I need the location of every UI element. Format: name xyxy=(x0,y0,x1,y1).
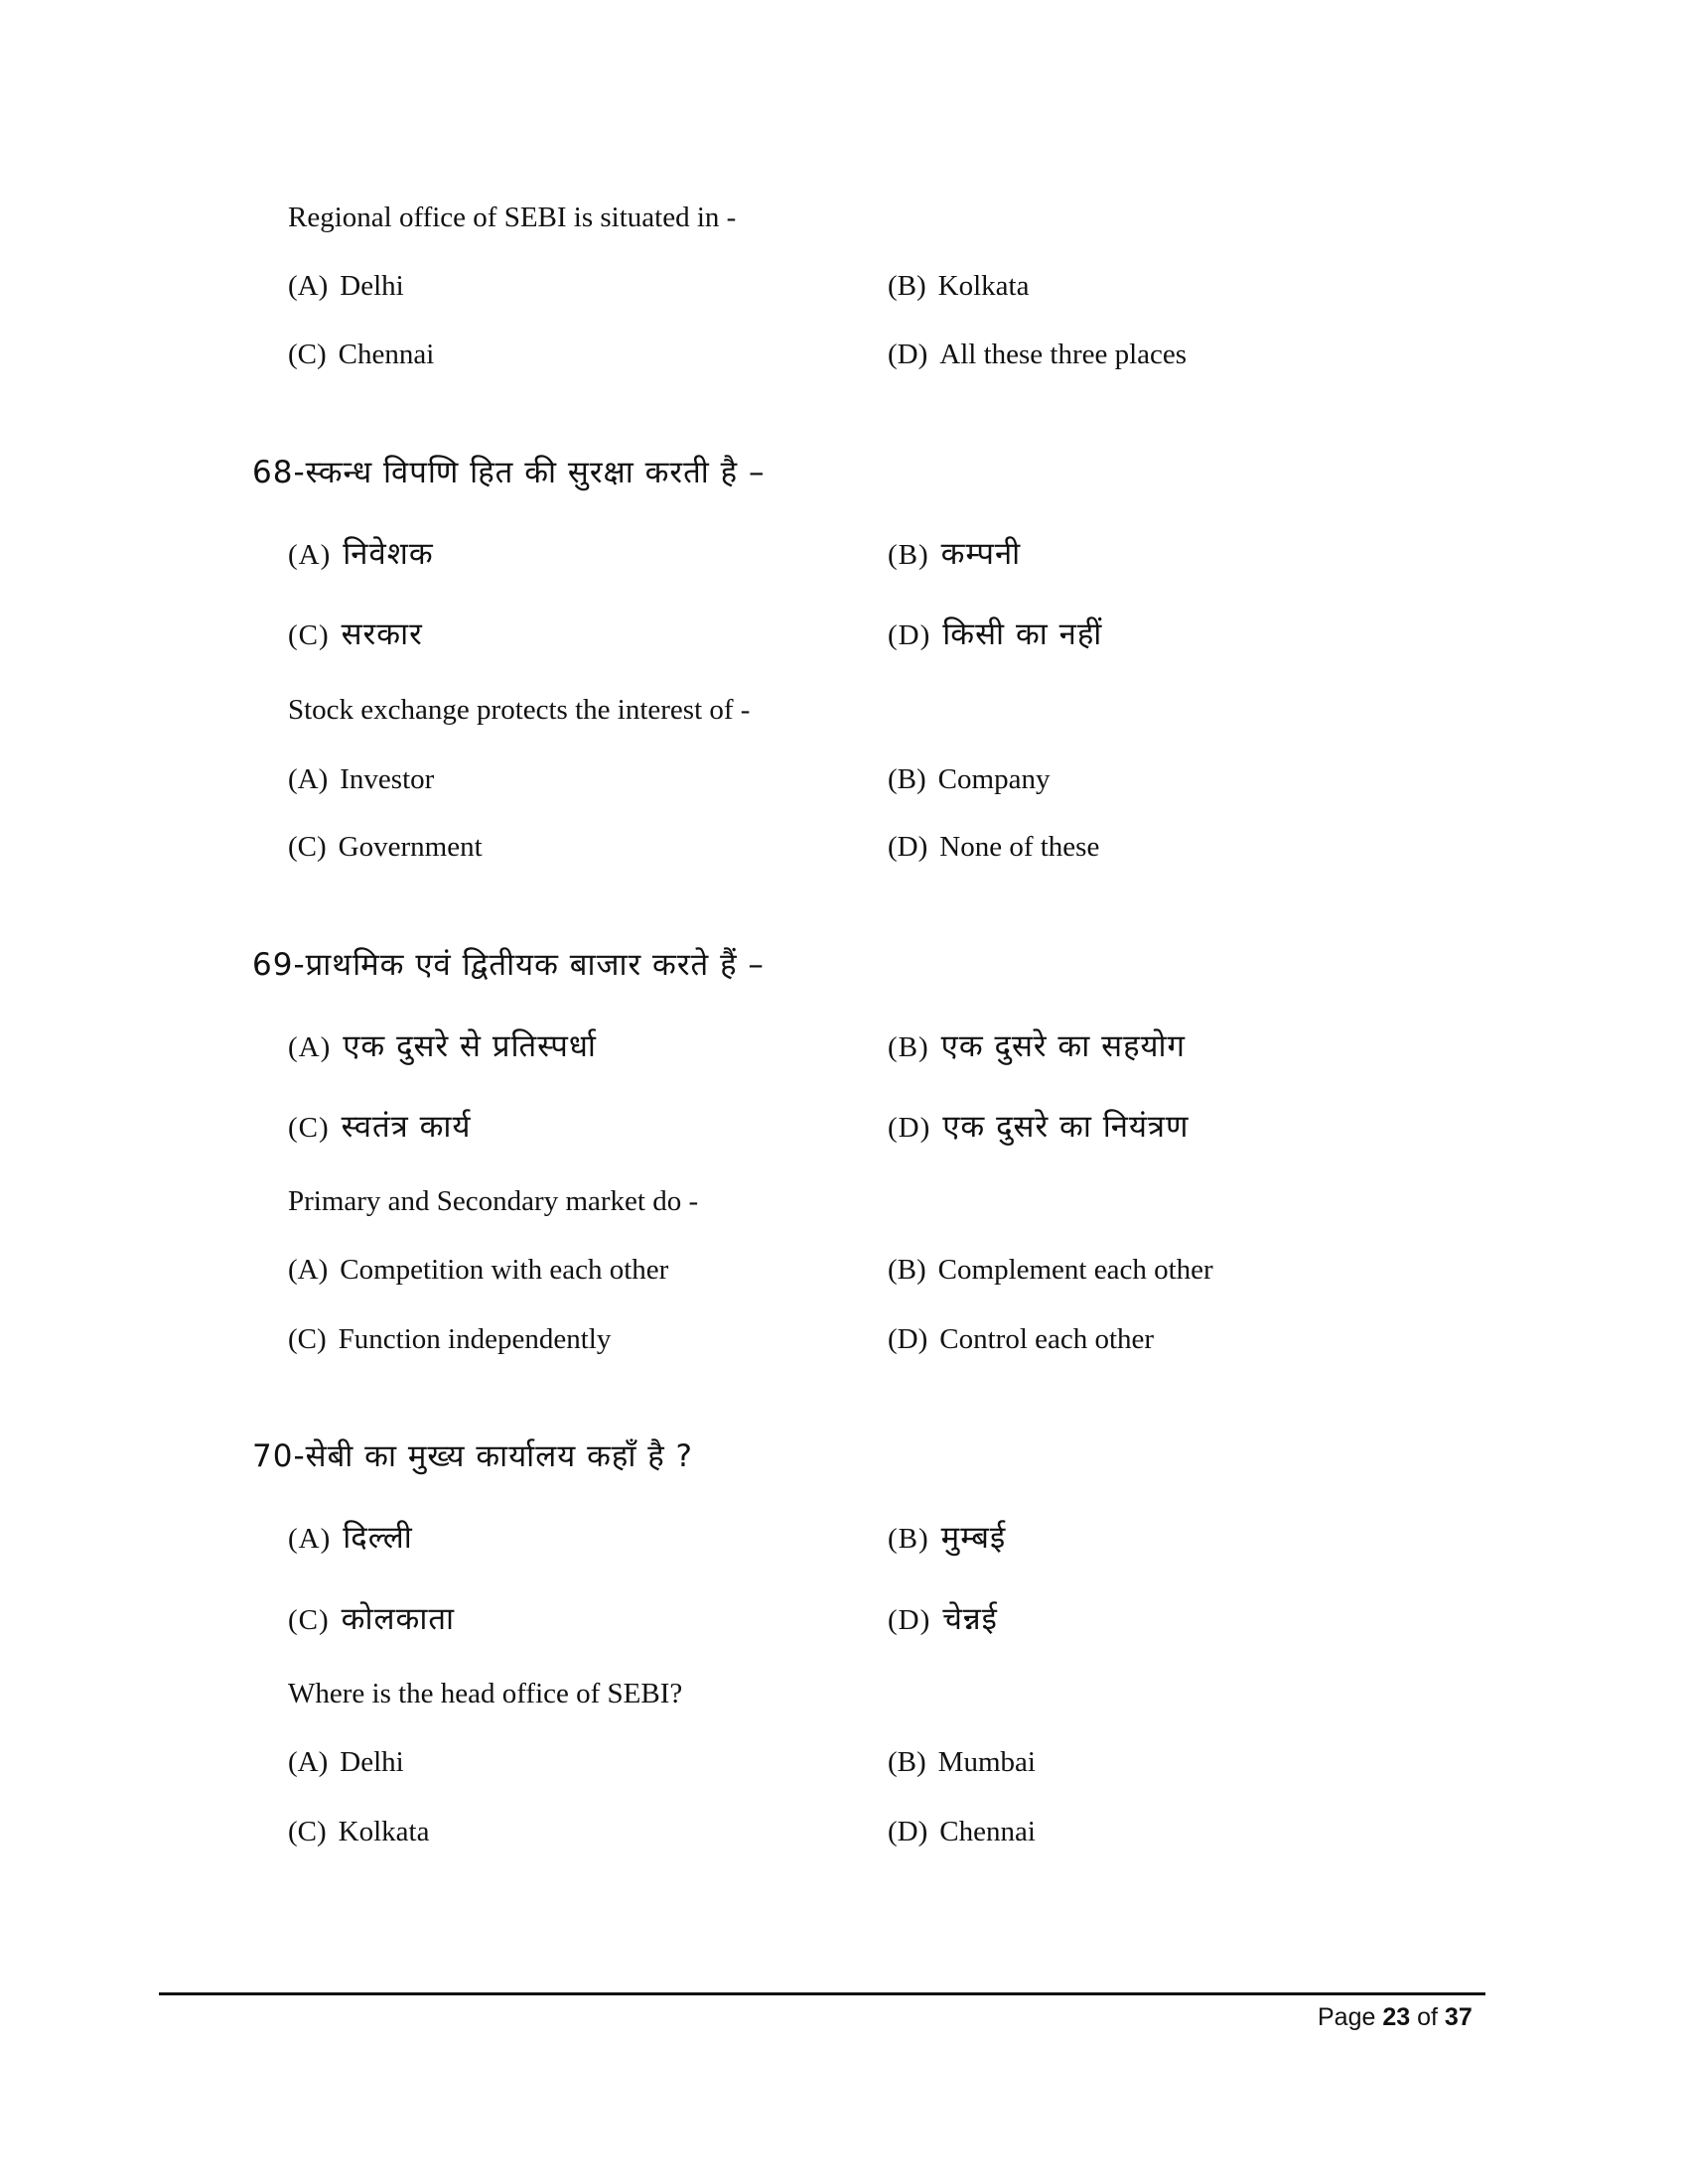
option-text: Delhi xyxy=(340,1746,404,1778)
answer-option xyxy=(888,337,1187,372)
option-text: Competition with each other xyxy=(340,1254,669,1286)
question-text: Regional office of SEBI is situated in - xyxy=(288,202,737,233)
option-text: None of these xyxy=(939,831,1100,863)
option-text: किसी का नहीं xyxy=(942,616,1103,652)
option-text: Mumbai xyxy=(937,1746,1036,1778)
answer-option xyxy=(288,1520,413,1557)
option-text: Chennai xyxy=(939,1816,1036,1847)
answer-option xyxy=(288,1744,404,1780)
option-label: (C) xyxy=(288,1112,330,1144)
option-label: (B) xyxy=(888,1254,926,1286)
answer-option xyxy=(888,1744,1036,1780)
answer-option xyxy=(288,536,434,573)
option-label: (B) xyxy=(888,270,926,302)
question-text: Where is the head office of SEBI? xyxy=(288,1678,683,1709)
option-text: स्वतंत्र कार्य xyxy=(341,1109,472,1145)
answer-option xyxy=(288,268,404,304)
option-text: कोलकाता xyxy=(341,1601,456,1637)
answer-option xyxy=(888,1814,1036,1849)
option-label: (B) xyxy=(888,763,926,795)
option-label: (A) xyxy=(288,763,329,795)
answer-option xyxy=(288,829,483,865)
option-label: (B) xyxy=(888,1523,929,1555)
option-label: (D) xyxy=(888,1323,928,1355)
answer-option xyxy=(888,1252,1213,1288)
option-label: (C) xyxy=(288,831,327,863)
option-label: (A) xyxy=(288,1031,332,1063)
answer-option xyxy=(288,1252,668,1288)
option-text: एक दुसरे से प्रतिस्पर्धा xyxy=(343,1028,597,1064)
page-prefix: Page xyxy=(1318,2003,1376,2031)
page-of: of xyxy=(1417,2003,1438,2031)
answer-option xyxy=(288,337,434,372)
option-label: (B) xyxy=(888,1746,926,1778)
option-text: Chennai xyxy=(338,339,435,370)
option-text: Delhi xyxy=(340,270,404,302)
answer-option xyxy=(888,536,1021,573)
answer-option xyxy=(888,1028,1186,1065)
option-label: (A) xyxy=(288,1746,329,1778)
option-text: दिल्ली xyxy=(343,1520,413,1556)
option-text: एक दुसरे का सहयोग xyxy=(940,1028,1186,1064)
answer-option xyxy=(288,1601,455,1638)
option-label: (C) xyxy=(288,339,327,370)
question-text: 69-प्राथमिक एवं द्वितीयक बाजार करते हैं – xyxy=(252,947,765,983)
footer-divider xyxy=(159,1992,1485,1995)
option-text: Company xyxy=(937,763,1051,795)
option-text: Function independently xyxy=(338,1323,612,1355)
answer-option xyxy=(888,1321,1154,1357)
option-label: (B) xyxy=(888,539,929,571)
page-current: 23 xyxy=(1382,2003,1411,2031)
answer-option xyxy=(888,829,1099,865)
option-text: सरकार xyxy=(341,616,423,652)
option-text: Kolkata xyxy=(338,1816,430,1847)
question-text: Primary and Secondary market do - xyxy=(288,1185,699,1217)
option-text: एक दुसरे का नियंत्रण xyxy=(942,1109,1190,1145)
option-label: (D) xyxy=(888,619,931,651)
option-label: (B) xyxy=(888,1031,929,1063)
question-text: Stock exchange protects the interest of - xyxy=(288,694,751,726)
option-label: (D) xyxy=(888,1604,931,1636)
option-text: Control each other xyxy=(939,1323,1155,1355)
option-label: (A) xyxy=(288,1523,332,1555)
page-total: 37 xyxy=(1444,2003,1473,2031)
answer-option xyxy=(288,1321,611,1357)
option-label: (C) xyxy=(288,619,330,651)
option-label: (C) xyxy=(288,1604,330,1636)
option-text: चेन्नई xyxy=(942,1601,998,1637)
answer-option xyxy=(288,1028,597,1065)
option-text: निवेशक xyxy=(343,536,434,572)
option-text: कम्पनी xyxy=(940,536,1022,572)
question-text: 70-सेबी का मुख्य कार्यालय कहाँ है ? xyxy=(252,1438,693,1474)
option-label: (A) xyxy=(288,270,329,302)
answer-option xyxy=(288,1814,429,1849)
answer-option xyxy=(888,268,1029,304)
option-label: (C) xyxy=(288,1816,327,1847)
answer-option xyxy=(288,616,423,653)
answer-option xyxy=(888,1601,998,1638)
option-label: (D) xyxy=(888,831,928,863)
answer-option xyxy=(888,616,1102,653)
option-label: (D) xyxy=(888,339,928,370)
option-label: (D) xyxy=(888,1112,931,1144)
answer-option xyxy=(888,761,1050,797)
option-text: Kolkata xyxy=(937,270,1030,302)
page-number xyxy=(1318,2001,1473,2033)
answer-option xyxy=(888,1109,1189,1146)
option-text: Investor xyxy=(340,763,435,795)
answer-option xyxy=(888,1520,1006,1557)
option-label: (C) xyxy=(288,1323,327,1355)
answer-option xyxy=(288,1109,471,1146)
option-label: (A) xyxy=(288,539,332,571)
option-text: All these three places xyxy=(939,339,1188,370)
question-text: 68-स्कन्ध विपणि हित की सुरक्षा करती है – xyxy=(252,455,766,490)
option-text: मुम्बई xyxy=(940,1520,1007,1556)
option-text: Government xyxy=(338,831,483,863)
answer-option xyxy=(288,761,434,797)
option-text: Complement each other xyxy=(937,1254,1213,1286)
option-label: (A) xyxy=(288,1254,329,1286)
option-label: (D) xyxy=(888,1816,928,1847)
